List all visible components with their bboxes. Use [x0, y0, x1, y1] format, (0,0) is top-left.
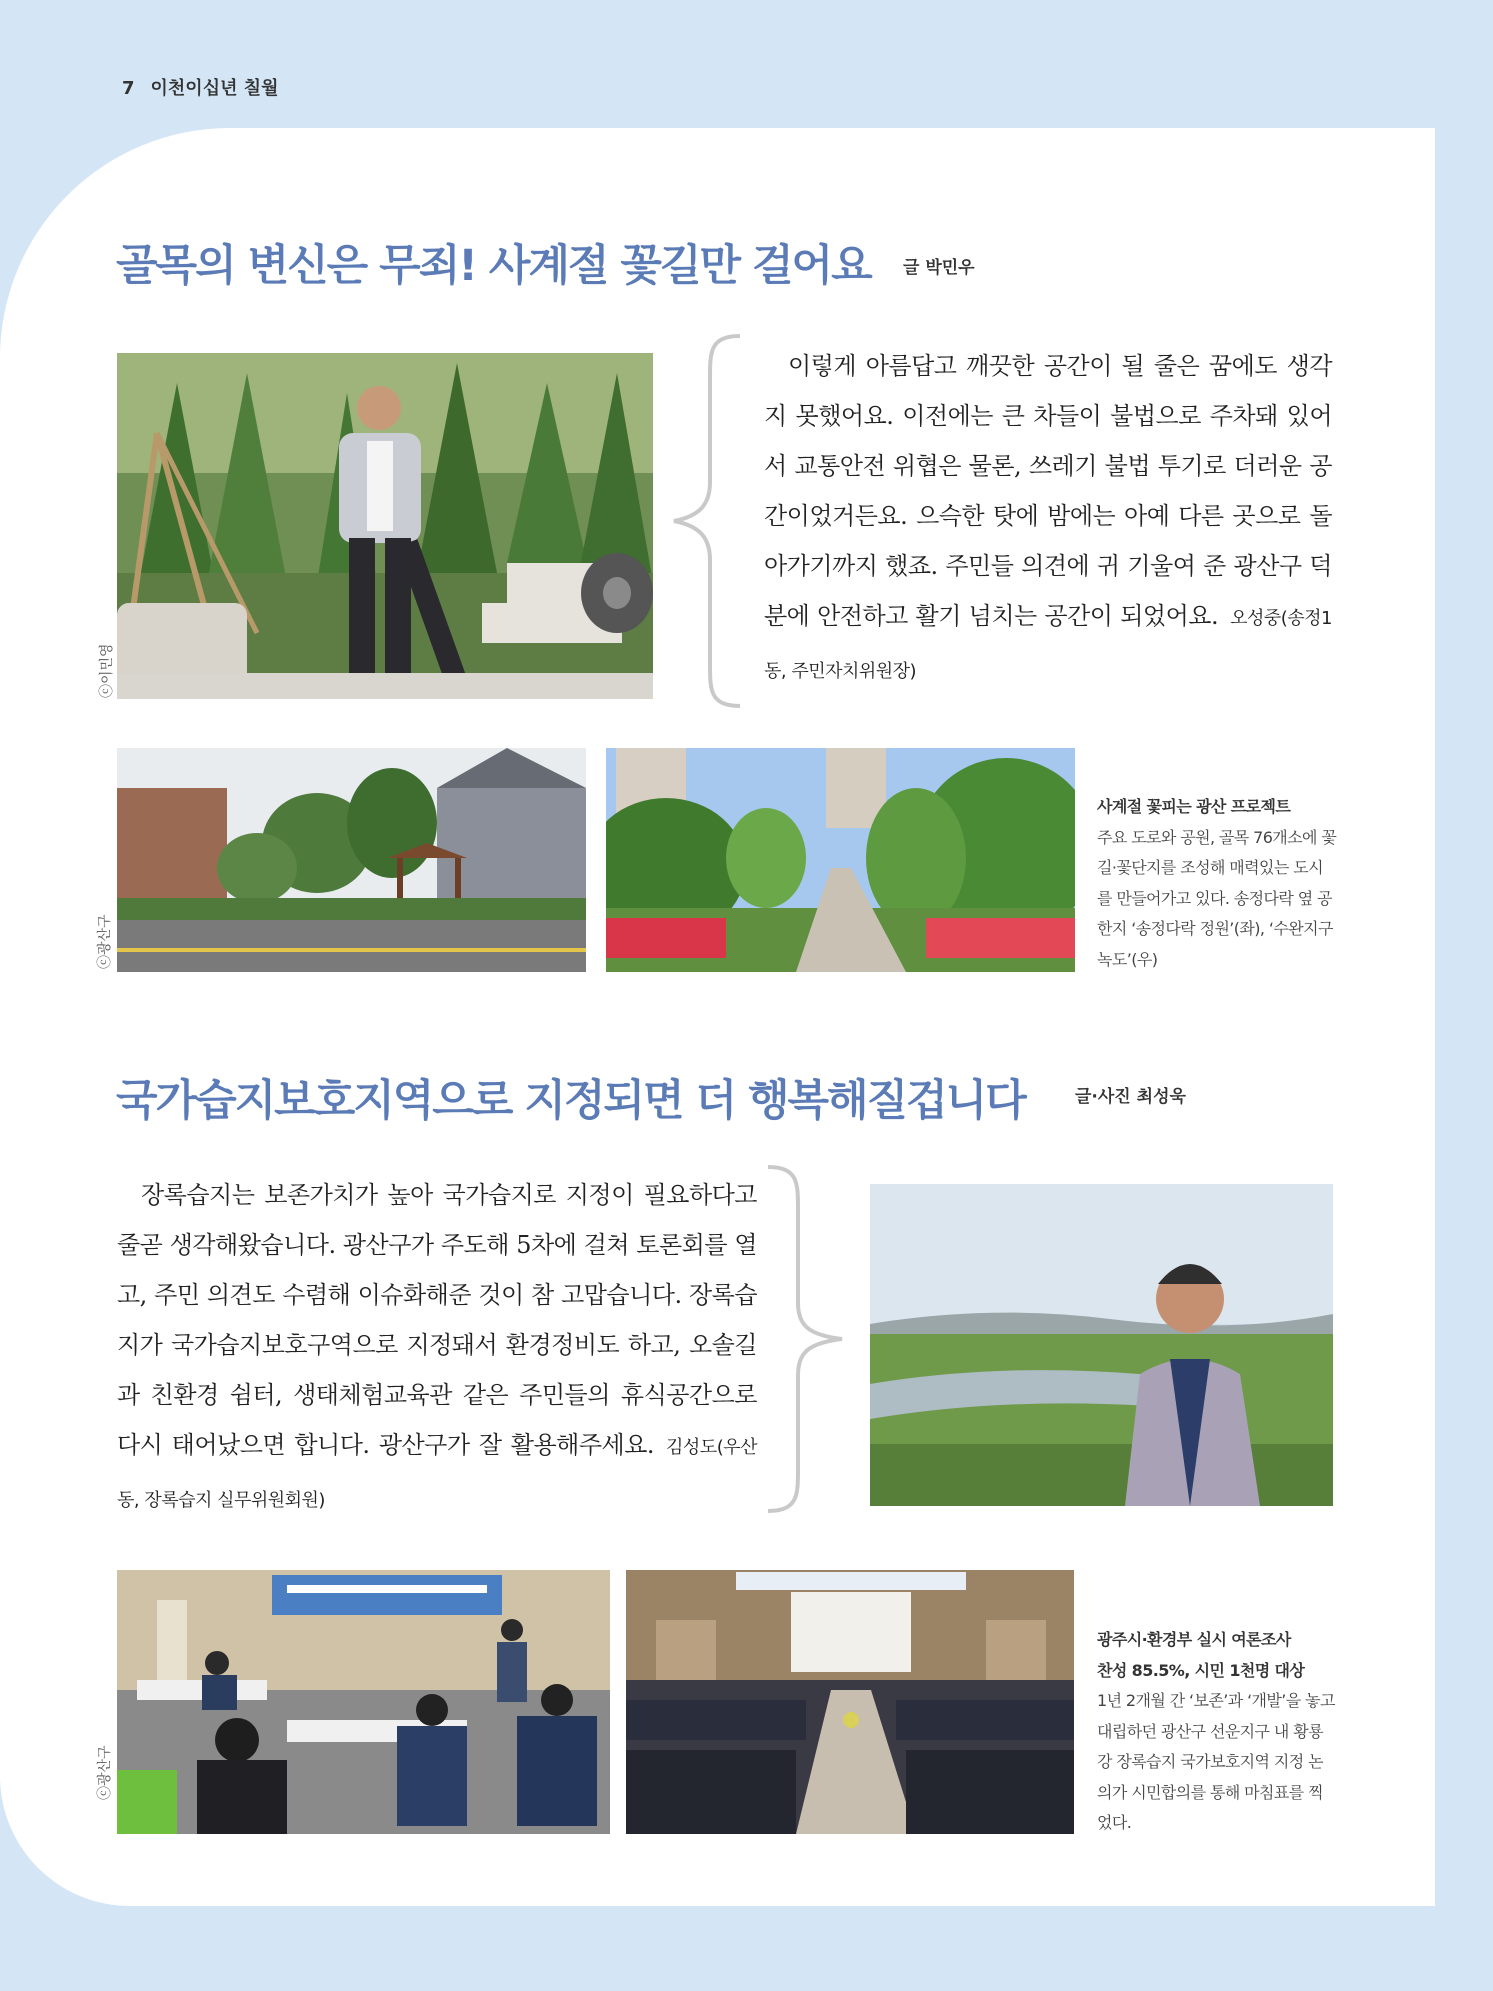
- photo-credit-1: ⓒ이민영: [99, 643, 115, 698]
- interviewee-photo-2: [870, 1184, 1333, 1506]
- article2-quote-text: 장록습지는 보존가치가 높아 국가습지로 지정이 필요하다고 줄곧 생각해왔습니다. 광산구가 주도해 5차에 걸쳐 토론회를 열고, 주민 의견도 수렴해 이슈화해준 것이 참 고맙습니다. 장록습지가 국가습지보호구역으로 지정돼서 환경정비도 하고, 오솔길과 친환경 쉼터, 생태체험교육관 같은 주민들의 휴식공간으로 다시 태어났으면 합니다. 광산구가 잘 활용해주세요.: [117, 1181, 757, 1459]
- article1-speaker: 오성중(송정1동, 주민자치위원장): [764, 608, 1332, 682]
- photo-credit-3: ⓒ광산구: [97, 1745, 113, 1800]
- article1-quote: [764, 341, 1332, 697]
- quote-brace-left: [668, 332, 752, 710]
- article2-speaker: 김성도(우산동, 장록습지 실무위원회원): [117, 1437, 757, 1511]
- article1-caption-title: 사계절 꽃피는 광산 프로젝트: [1097, 797, 1291, 816]
- article2-caption-title-1: 광주시·환경부 실시 여론조사: [1097, 1630, 1291, 1649]
- article2-title: 국가습지보호지역으로 지정되면 더 행복해질겁니다: [116, 1076, 1025, 1126]
- photo-credit-2: ⓒ광산구: [97, 914, 113, 969]
- quote-brace-right: [762, 1163, 852, 1515]
- article2-caption-text: 1년 2개월 간 ‘보존’과 ‘개발’을 놓고 대립하던 광산구 선운지구 내 황룡강 장록습지 국가보호지역 지정 논의가 시민합의를 통해 마침표를 찍었다.: [1097, 1691, 1335, 1832]
- article2-quote: [117, 1170, 757, 1526]
- working-committee-meeting-photo: [117, 1570, 610, 1834]
- public-debate-photo: [626, 1570, 1074, 1834]
- songjeong-garden-photo: [117, 748, 586, 972]
- suwan-greenway-photo: [606, 748, 1075, 972]
- article1-quote-text: 이렇게 아름답고 깨끗한 공간이 될 줄은 꿈에도 생각지 못했어요. 이전에는 큰 차들이 불법으로 주차돼 있어서 교통안전 위협은 물론, 쓰레기 불법 투기로 더러운 공간이었거든요. 으슥한 탓에 밤에는 아예 다른 곳으로 돌아가기까지 했죠. 주민들 의견에 귀 기울여 준 광산구 덕분에 안전하고 활기 넘치는 공간이 되었어요.: [764, 352, 1332, 630]
- article1-caption-text: 주요 도로와 공원, 골목 76개소에 꽃길·꽃단지를 조성해 매력있는 도시를 만들어가고 있다. 송정다락 옆 공한지 ‘송정다락 정원’(좌), ‘수완지구 녹도’(우): [1097, 827, 1337, 969]
- article1-byline: 글 박민우: [903, 258, 975, 278]
- page-number: 7: [122, 78, 135, 99]
- article2-caption-title-2: 찬성 85.5%, 시민 1천명 대상: [1097, 1660, 1305, 1680]
- page-header: [122, 74, 279, 100]
- article1-caption: [1097, 792, 1337, 975]
- article2-caption: [1097, 1625, 1337, 1839]
- article2-byline: 글·사진 최성욱: [1075, 1087, 1186, 1107]
- interviewee-photo-1: [117, 353, 653, 699]
- issue-label: 이천이십년 칠월: [150, 78, 279, 99]
- article1-title: 골목의 변신은 무죄! 사계절 꽃길만 걸어요: [116, 241, 871, 291]
